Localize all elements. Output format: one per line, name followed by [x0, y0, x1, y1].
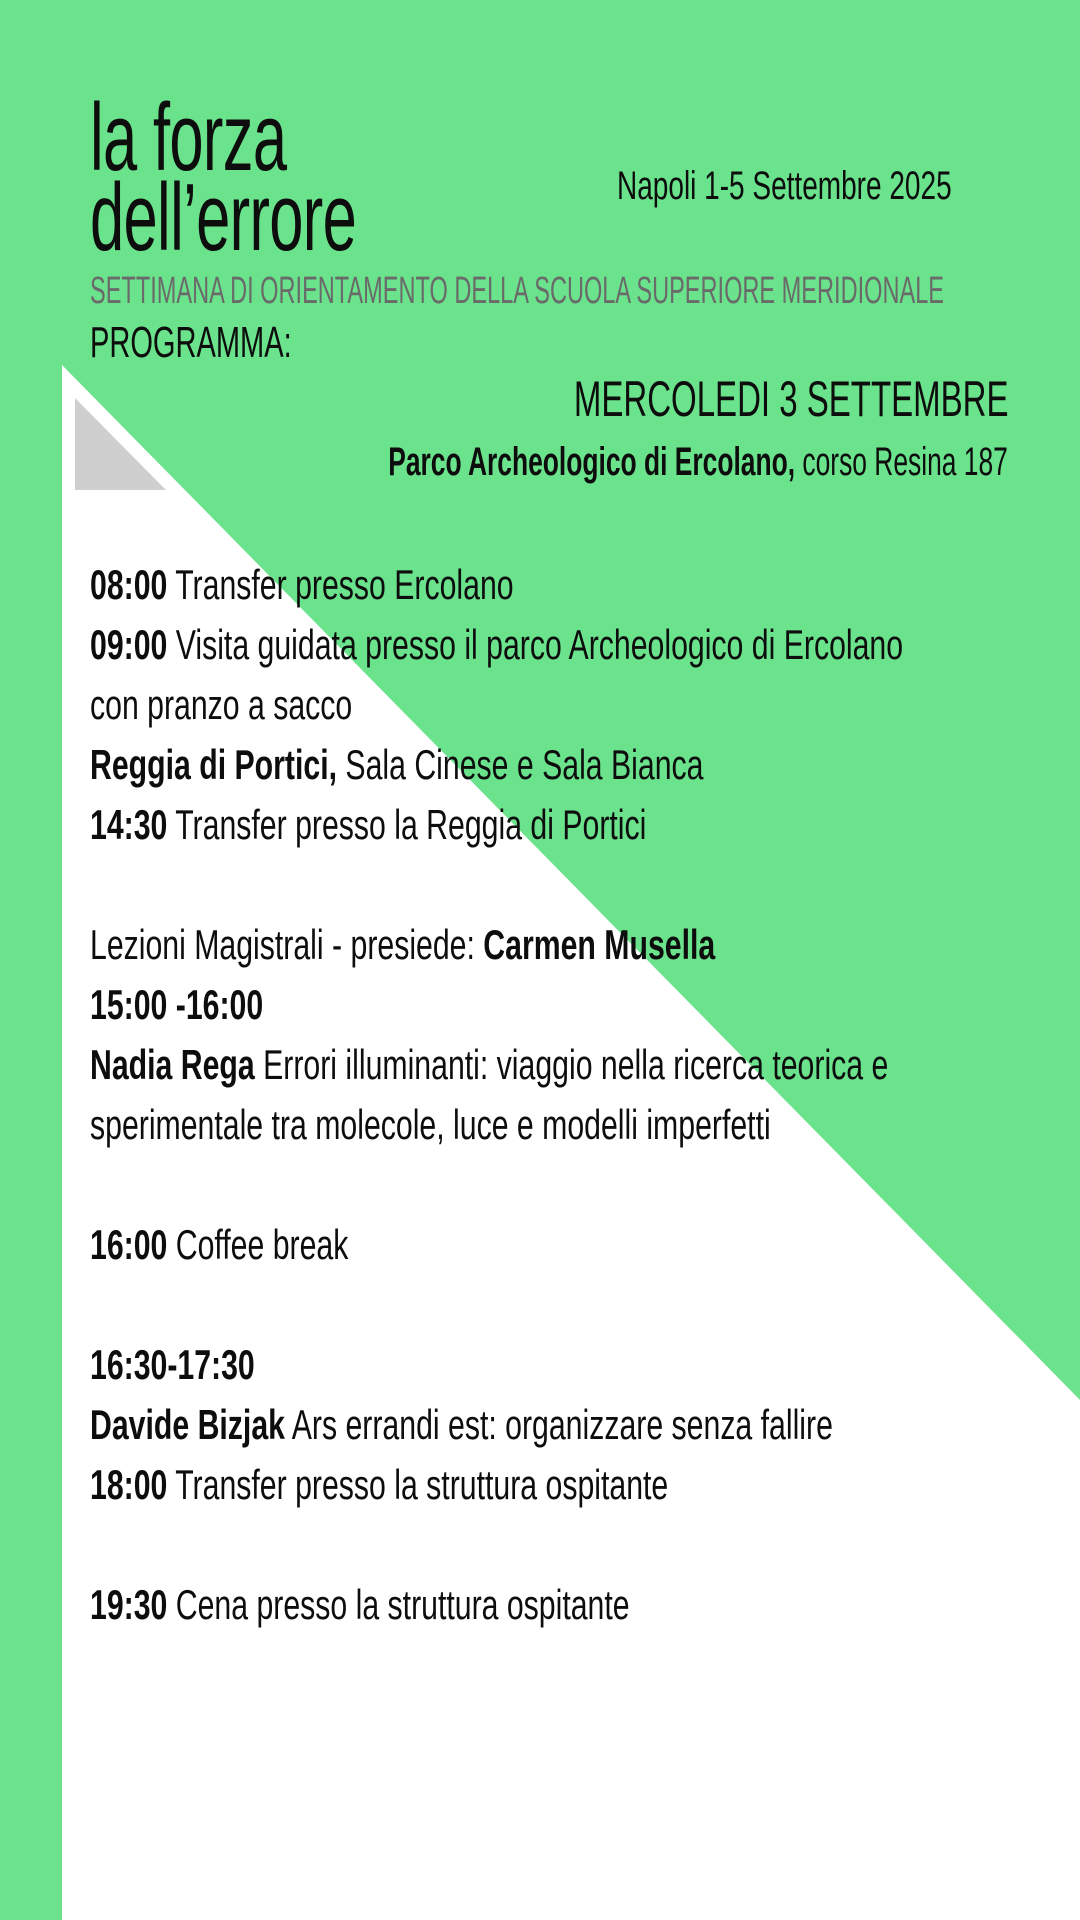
schedule-time: 18:00	[90, 1461, 168, 1508]
schedule-row	[90, 1575, 1062, 1635]
schedule-time: 16:00	[90, 1221, 168, 1268]
venue-row	[90, 735, 1062, 795]
schedule-text: Coffee break	[175, 1221, 349, 1268]
title-line-2: dell’errore	[90, 164, 357, 271]
programma-heading: PROGRAMMA:	[90, 318, 292, 367]
schedule-text: Visita guidata presso il parco Archeologico di Ercolano	[175, 621, 904, 668]
talk-title: Ars errandi est: organizzare senza fallire	[291, 1401, 833, 1448]
lectures-label: Lezioni Magistrali - presiede:	[90, 921, 475, 968]
venue-name: Reggia di Portici,	[90, 741, 338, 788]
schedule-time: 19:30	[90, 1581, 168, 1628]
schedule-row	[90, 795, 1062, 855]
venue-name: Parco Archeologico di Ercolano,	[388, 440, 796, 484]
venue-address: corso Resina 187	[802, 440, 1008, 484]
spacer	[90, 1275, 1062, 1335]
schedule-text: Transfer presso la Reggia di Portici	[175, 801, 647, 848]
schedule-row	[90, 975, 1062, 1035]
schedule-row	[90, 1335, 1062, 1395]
lectures-row	[90, 915, 1062, 975]
schedule-time: 09:00	[90, 621, 168, 668]
schedule-text: Cena presso la struttura ospitante	[175, 1581, 630, 1628]
event-subtitle: SETTIMANA DI ORIENTAMENTO DELLA SCUOLA SUPERIORE MERIDIONALE	[90, 270, 945, 312]
schedule-row	[90, 555, 1062, 615]
schedule-time: 16:30-17:30	[90, 1341, 255, 1388]
schedule-row	[90, 615, 1062, 675]
talk-title-continued: sperimentale tra molecole, luce e modelli imperfetti	[90, 1101, 771, 1148]
venue-rooms: Sala Cinese e Sala Bianca	[345, 741, 704, 788]
day-heading: MERCOLEDI 3 SETTEMBRE	[573, 371, 1008, 427]
talk-row	[90, 1035, 1062, 1095]
venue-line	[388, 440, 1008, 485]
event-title	[90, 84, 357, 271]
talk-title: Errori illuminanti: viaggio nella ricerca teorica e	[263, 1041, 889, 1088]
spacer	[90, 1515, 1062, 1575]
speaker-name: Nadia Rega	[90, 1041, 255, 1088]
talk-row	[90, 1395, 1062, 1455]
schedule-row	[90, 1455, 1062, 1515]
event-dates: Napoli 1-5 Settembre 2025	[617, 164, 952, 208]
speaker-name: Davide Bizjak	[90, 1401, 285, 1448]
title-line-1: la forza	[90, 84, 287, 191]
schedule-time: 15:00 -16:00	[90, 981, 264, 1028]
spacer	[90, 1155, 1062, 1215]
schedule-row	[90, 1215, 1062, 1275]
chair-name: Carmen Musella	[483, 921, 716, 968]
schedule-text: Transfer presso la struttura ospitante	[175, 1461, 669, 1508]
schedule-text-continued: con pranzo a sacco	[90, 681, 353, 728]
schedule-text: Transfer presso Ercolano	[175, 561, 514, 608]
schedule	[90, 555, 1062, 1635]
spacer	[90, 855, 1062, 915]
schedule-time: 14:30	[90, 801, 168, 848]
schedule-time: 08:00	[90, 561, 168, 608]
